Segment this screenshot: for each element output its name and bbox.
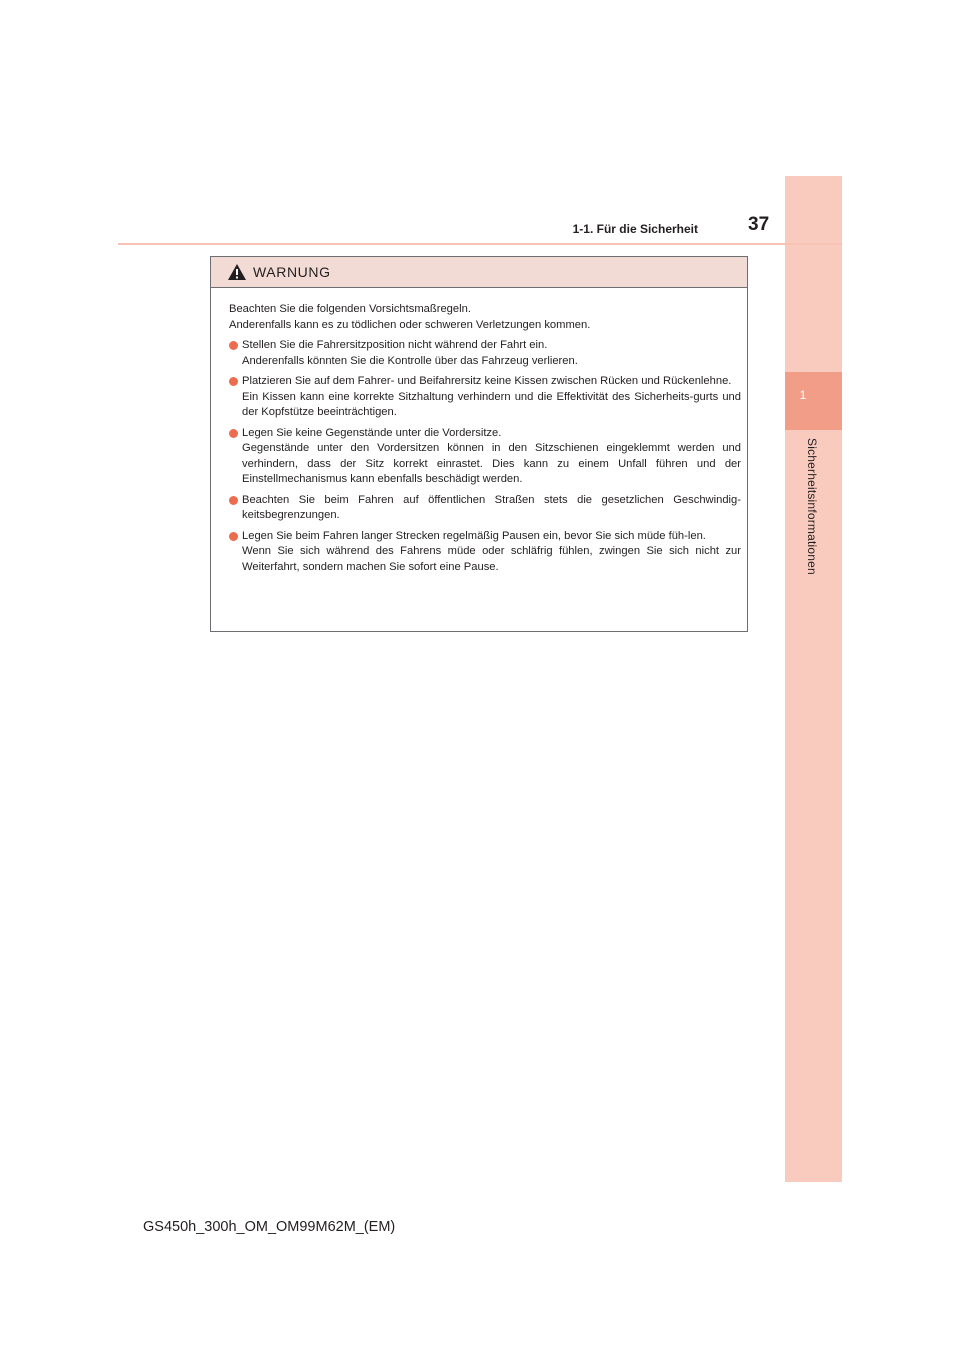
bullet-main: Beachten Sie beim Fahren auf öffentlichen Straßen stets die gesetzlichen Geschwindig-keitsbegrenzungen. (242, 493, 741, 521)
bullet-dot-icon (229, 429, 238, 438)
warning-bullet (229, 338, 741, 369)
side-band (785, 176, 842, 1182)
bullet-detail: Ein Kissen kann eine korrekte Sitzhaltung verhindern und die Effektivität des Sicherheits-gurts und der Kopfstütze beeinträchtigen. (242, 390, 741, 418)
warning-title: WARNUNG (253, 264, 331, 280)
document-code: GS450h_300h_OM_OM99M62M_(EM) (143, 1219, 396, 1235)
warning-body (211, 288, 747, 575)
bullet-dot-icon (229, 341, 238, 350)
bullet-detail: Wenn Sie sich während des Fahrens müde oder schläfrig fühlen, zwingen Sie sich nicht zur Weiterfahrt, sondern machen Sie sofort eine Pause. (242, 545, 741, 573)
bullet-dot-icon (229, 377, 238, 386)
bullet-main: Platzieren Sie auf dem Fahrer- und Beifahrersitz keine Kissen zwischen Rücken und Rückenlehne. (242, 375, 732, 387)
bullet-dot-icon (229, 496, 238, 505)
chapter-label: Sicherheitsinformationen (805, 438, 819, 575)
header-rule (118, 243, 842, 245)
chapter-number: 1 (799, 388, 807, 402)
intro-line: Beachten Sie die folgenden Vorsichtsmaßregeln. (229, 303, 471, 315)
warning-bullet (229, 374, 741, 421)
intro-line: Anderenfalls kann es zu tödlichen oder schweren Verletzungen kommen. (229, 318, 591, 331)
page-number: 37 (748, 214, 770, 235)
bullet-detail: Anderenfalls könnten Sie die Kontrolle über das Fahrzeug verlieren. (242, 354, 578, 367)
warning-bullet (229, 493, 741, 524)
warning-header (211, 257, 747, 288)
bullet-main: Legen Sie beim Fahren langer Strecken regelmäßig Pausen ein, bevor Sie sich müde füh-len. (242, 529, 706, 542)
warning-bullet (229, 426, 741, 488)
bullet-main: Stellen Sie die Fahrersitzposition nicht während der Fahrt ein. (242, 339, 548, 351)
warning-bullet (229, 529, 741, 576)
warning-intro (229, 302, 741, 333)
section-title: 1-1. Für die Sicherheit (572, 222, 698, 236)
bullet-dot-icon (229, 532, 238, 541)
bullet-main: Legen Sie keine Gegenstände unter die Vordersitze. (242, 426, 502, 439)
bullet-detail: Gegenstände unter den Vordersitzen können in den Sitzschienen eingeklemmt werden und verhindern, dass der Sitz korrekt einrastet. Dies kann zu einem Unfall führen und der Einstellmechanismus kann ebenfalls beschädigt werden. (242, 442, 741, 485)
warning-triangle-icon (227, 263, 247, 281)
warning-box (210, 256, 748, 632)
